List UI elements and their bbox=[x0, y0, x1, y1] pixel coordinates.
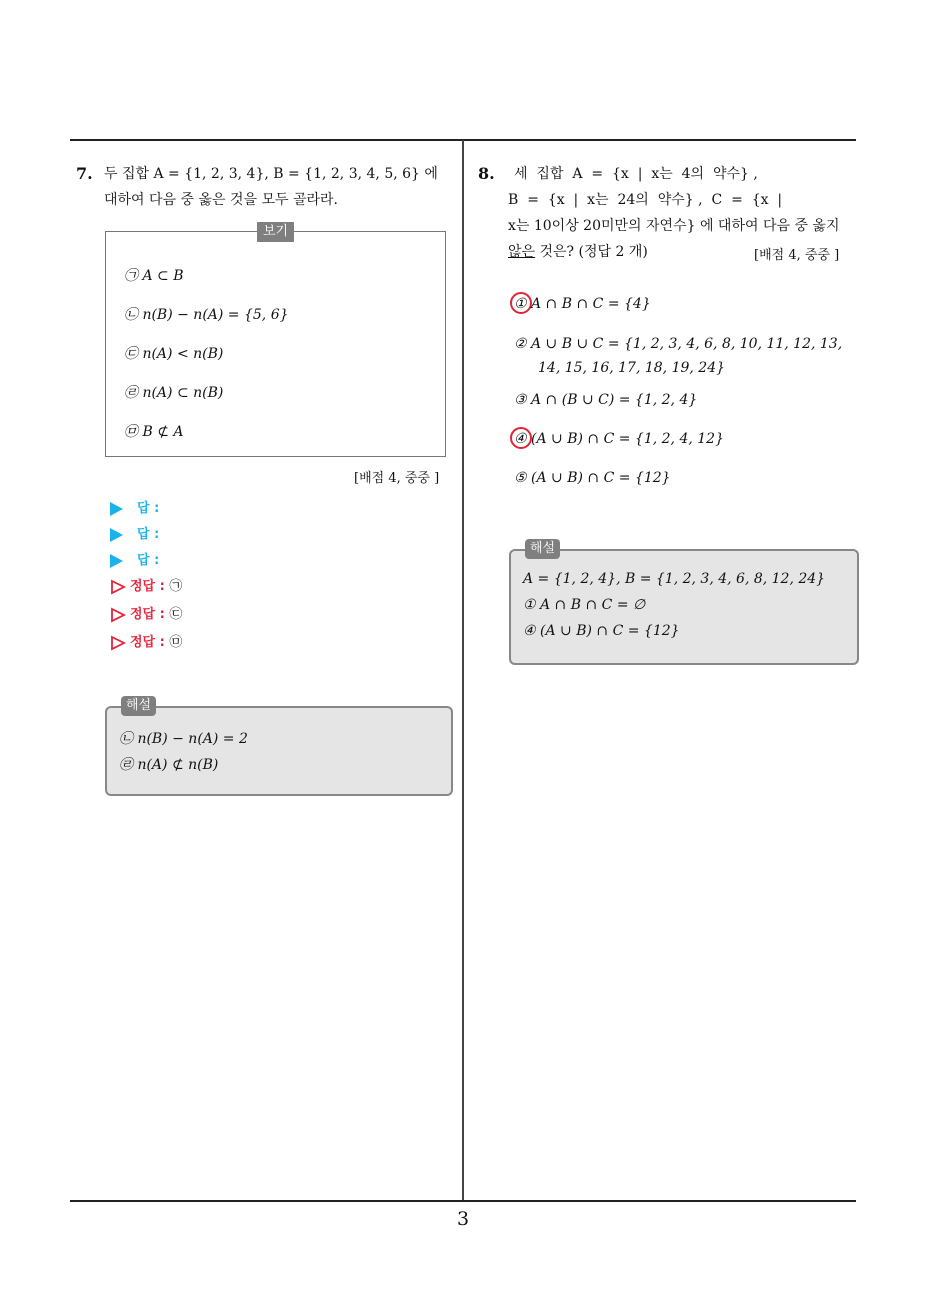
solution-line-1: ㉡ n(B) − n(A) = 2 bbox=[119, 731, 248, 747]
question-8-line-3: x는 10이상 20미만의 자연수} 에 대하여 다음 중 옳지 bbox=[508, 218, 840, 234]
answer-arrow-icon bbox=[110, 528, 123, 542]
choice-2-continued: 14, 15, 16, 17, 18, 19, 24} bbox=[538, 360, 726, 376]
choice-5: ⑤ (A ∪ B) ∩ C = {12} bbox=[514, 470, 671, 486]
bogi-item-4: ㉣ n(A) ⊂ n(B) bbox=[124, 385, 224, 401]
answer-label: 답 : bbox=[137, 553, 160, 568]
answer-arrow-icon bbox=[110, 554, 123, 568]
bogi-title: 보기 bbox=[257, 222, 294, 242]
correct-label: 정답 : bbox=[130, 607, 165, 622]
question-8-line-4-rest: 것은? (정답 2 개) bbox=[535, 244, 648, 260]
bogi-box bbox=[105, 224, 446, 457]
question-7-number: 7. bbox=[76, 164, 93, 183]
correct-label: 정답 : bbox=[130, 635, 165, 650]
choice-1: ① A ∩ B ∩ C = {4} bbox=[514, 296, 651, 312]
question-8-line-1: 세 집합 A = {x | x는 4의 약수} , bbox=[514, 166, 758, 182]
solution-title: 해설 bbox=[525, 539, 560, 559]
answer-label: 답 : bbox=[137, 527, 160, 542]
solution-title: 해설 bbox=[121, 696, 156, 716]
answer-row-2 bbox=[110, 523, 159, 542]
question-8-solution-box bbox=[509, 541, 859, 665]
underlined-not: 않은 bbox=[508, 244, 536, 260]
answer-arrow-icon bbox=[110, 502, 123, 516]
choice-4: ④ (A ∪ B) ∩ C = {1, 2, 4, 12} bbox=[514, 431, 724, 447]
column-divider bbox=[462, 140, 464, 1202]
solution-line-1: A = {1, 2, 4}, B = {1, 2, 3, 4, 6, 8, 12, 24} bbox=[523, 571, 826, 587]
answer-row-1 bbox=[110, 497, 159, 516]
choice-2: ② A ∪ B ∪ C = {1, 2, 3, 4, 6, 8, 10, 11, 12, 13, bbox=[514, 336, 843, 352]
page-number: 3 bbox=[456, 1208, 470, 1230]
choice-3: ③ A ∩ (B ∪ C) = {1, 2, 4} bbox=[514, 392, 698, 408]
bottom-rule bbox=[70, 1200, 856, 1202]
question-8-line-2: B = {x | x는 24의 약수} , C = {x | bbox=[508, 192, 783, 208]
answer-row-3 bbox=[110, 549, 159, 568]
solution-line-3: ④ (A ∪ B) ∩ C = {12} bbox=[523, 623, 680, 639]
correct-row-1 bbox=[110, 575, 182, 595]
question-7-solution-box bbox=[105, 698, 453, 796]
bogi-item-1: ㉠ A ⊂ B bbox=[124, 268, 184, 284]
correct-arrow-icon bbox=[110, 635, 126, 651]
question-7-line-2: 대하여 다음 중 옳은 것을 모두 골라라. bbox=[104, 192, 339, 208]
bogi-item-5: ㉤ B ⊄ A bbox=[124, 424, 184, 440]
correct-value: ㉤ bbox=[169, 635, 183, 650]
solution-line-2: ① A ∩ B ∩ C = ∅ bbox=[523, 597, 646, 613]
question-8-score: [배점 4, 중중 ] bbox=[754, 248, 840, 263]
correct-value: ㉠ bbox=[169, 579, 183, 594]
answer-label: 답 : bbox=[137, 501, 160, 516]
correct-row-3 bbox=[110, 631, 182, 651]
question-8-line-4 bbox=[508, 239, 648, 265]
question-8-number: 8. bbox=[478, 164, 495, 183]
correct-arrow-icon bbox=[110, 607, 126, 623]
bogi-item-3: ㉢ n(A) < n(B) bbox=[124, 346, 224, 362]
correct-value: ㉢ bbox=[169, 607, 183, 622]
question-7-score: [배점 4, 중중 ] bbox=[354, 471, 440, 486]
solution-line-2: ㉣ n(A) ⊄ n(B) bbox=[119, 757, 219, 773]
correct-label: 정답 : bbox=[130, 579, 165, 594]
correct-arrow-icon bbox=[110, 579, 126, 595]
correct-row-2 bbox=[110, 603, 182, 623]
question-7-line-1: 두 집합 A = {1, 2, 3, 4}, B = {1, 2, 3, 4, 5, 6} 에 bbox=[104, 166, 438, 182]
bogi-item-2: ㉡ n(B) − n(A) = {5, 6} bbox=[124, 307, 289, 323]
